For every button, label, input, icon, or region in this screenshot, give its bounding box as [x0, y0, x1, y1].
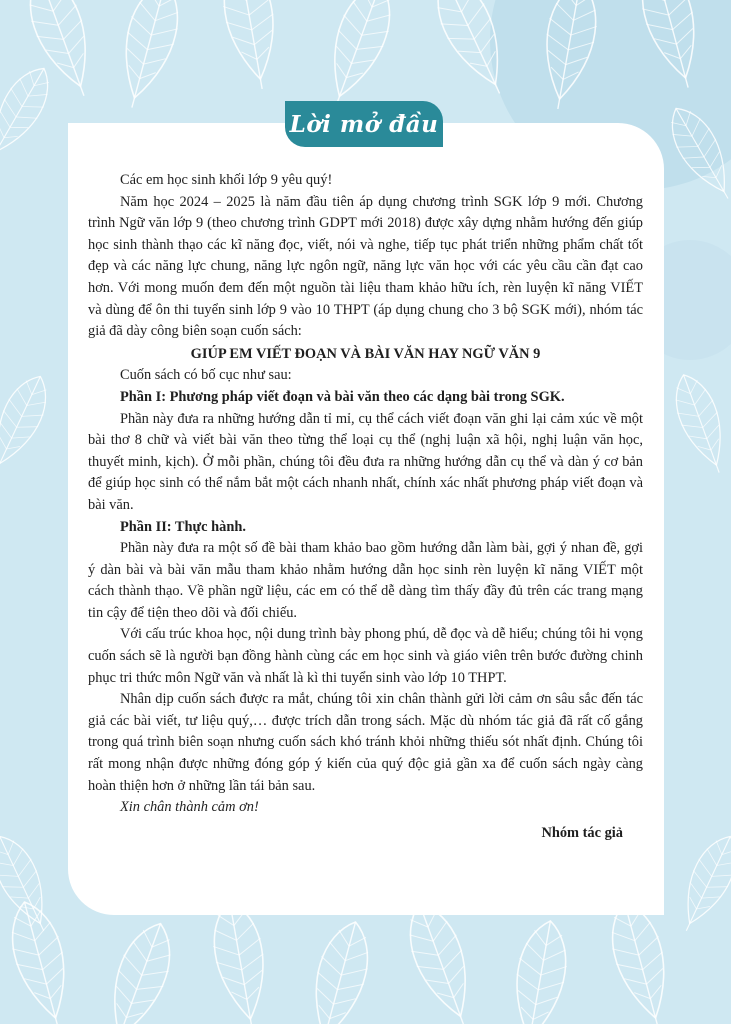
paragraph-part-2: Phần này đưa ra một số đề bài tham khảo bao gồm hướng dẫn làm bài, gợi ý nhan đề, gợi ý dàn bài và bài văn mẫu tham khảo nhằm hướng dẫn học sinh rèn luyện kĩ năng VIẾT một cách thành thạo. Về phần ngữ liệu, các em có thể dễ dàng tìm thấy đầy đủ trên các trang mạng tin cậy để tiện theo dõi và đối chiếu. — [88, 540, 643, 621]
paragraph-greeting: Các em học sinh khối lớp 9 yêu quý! — [120, 172, 333, 188]
paragraph-part-1: Phần này đưa ra những hướng dẫn tỉ mỉ, cụ thể cách viết đoạn văn ghi lại cảm xúc về một bài thơ 8 chữ và viết bài văn theo từng thể loại cụ thể (nghị luận xã hội, nghị luận văn học, thuyết minh, kịch). Ở mỗi phần, chúng tôi đều đưa ra những hướng dẫn cụ thể và dàn ý cơ bản để giúp học sinh có thể nắm bắt một cách nhanh nhất, chính xác nhất phương pháp viết đoạn và bài văn. — [88, 410, 643, 513]
signature: Nhóm tác giả — [541, 824, 623, 841]
paragraph-intro: Năm học 2024 – 2025 là năm đầu tiên áp dụng chương trình SGK lớp 9 mới. Chương trình Ngữ văn lớp 9 (theo chương trình GDPT mới 2018) được xây dựng nhằm hướng đến giúp học sinh thành thạo các kĩ năng đọc, viết, nói và nghe, tiếp tục phát triển những phẩm chất tốt đẹp và các năng lực chung, năng lực ngôn ngữ, năng lực văn học với các yêu cầu cần đạt cao hơn. Với mong muốn đem đến một nguồn tài liệu tham khảo hữu ích, rèn luyện kĩ năng VIẾT và dùng để ôn thi tuyển sinh lớp 9 vào 10 THPT (áp dụng chung cho 3 bộ SGK mới), nhóm tác giả đã dày công biên soạn cuốn sách: — [88, 193, 643, 340]
paragraph-thanks: Nhân dịp cuốn sách được ra mắt, chúng tôi xin chân thành gửi lời cảm ơn sâu sắc đến tác giả các bài viết, tư liệu quý,… được trích dẫn trong sách. Mặc dù nhóm tác giả đã rất cố gắng trong quá trình biên soạn nhưng cuốn sách khó tránh khỏi những thiếu sót nhất định. Chúng tôi rất mong nhận được những đóng góp ý kiến của quý độc giả gần xa để cuốn sách ngày càng hoàn thiện hơn ở những lần tái bản sau. — [88, 691, 643, 794]
book-title: GIÚP EM VIẾT ĐOẠN VÀ BÀI VĂN HAY NGỮ VĂN 9 — [190, 345, 541, 362]
preface-body — [88, 170, 643, 844]
page-title: Lời mở đầu — [289, 110, 439, 138]
paragraph-hope: Với cấu trúc khoa học, nội dung trình bày phong phú, dễ đọc và dễ hiểu; chúng tôi hi vọng cuốn sách sẽ là người bạn đồng hành cùng các em học sinh và giáo viên trên bước đường chinh phục tri thức môn Ngữ văn và nhất là kì thi tuyển sinh vào lớp 10 THPT. — [88, 626, 643, 686]
title-badge — [285, 101, 443, 147]
heading-part-1: Phần I: Phương pháp viết đoạn và bài văn theo các dạng bài trong SGK. — [120, 388, 565, 405]
closing-line: Xin chân thành cảm ơn! — [120, 799, 259, 816]
heading-part-2: Phần II: Thực hành. — [120, 518, 246, 535]
paragraph-structure: Cuốn sách có bố cục như sau: — [120, 367, 292, 384]
